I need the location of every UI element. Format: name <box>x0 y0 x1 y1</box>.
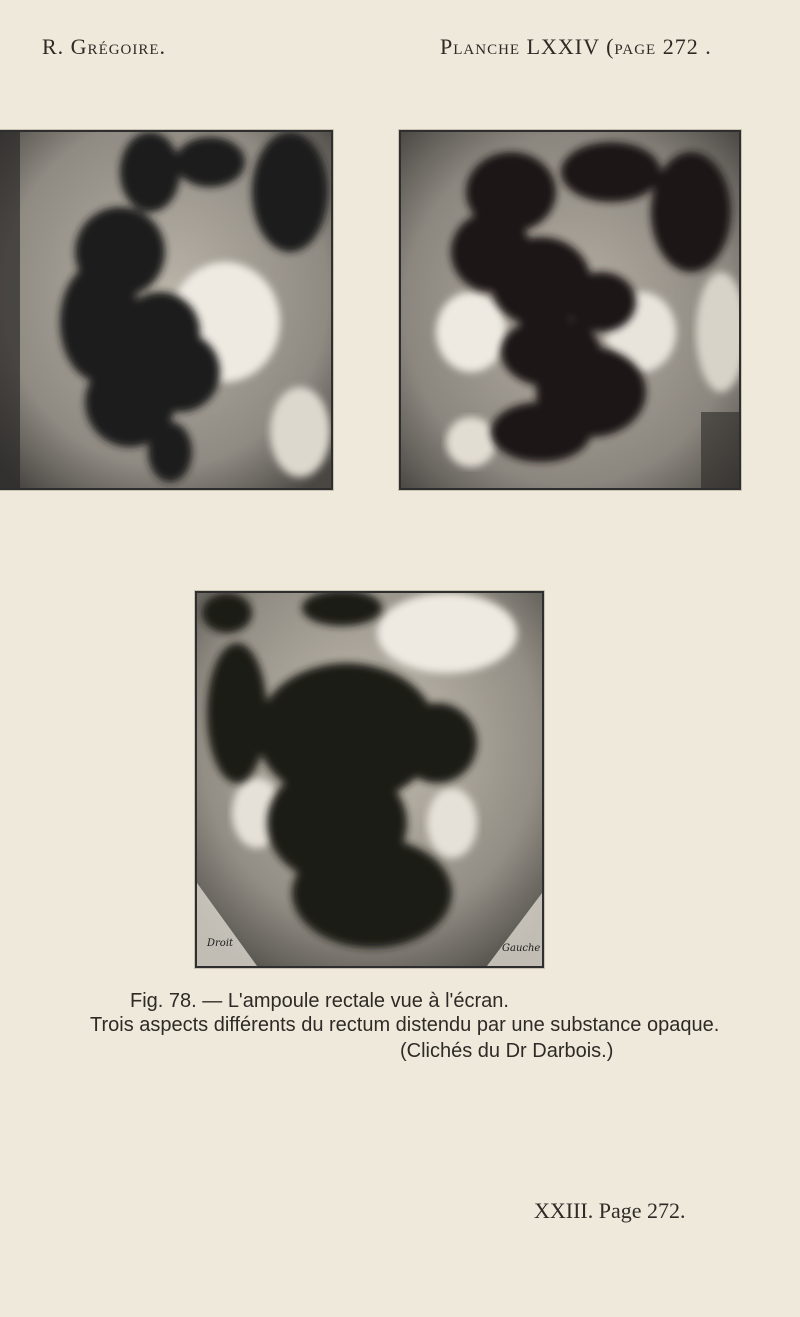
figure-caption-credit: (Clichés du Dr Darbois.) <box>400 1040 614 1062</box>
header-author: R. Grégoire. <box>42 34 167 59</box>
figure-caption-description: Trois aspects différents du rectum distendu par une substance opaque. <box>90 1014 720 1036</box>
figure-caption-title: Fig. 78. — L'ampoule rectale vue à l'écran. <box>130 990 509 1012</box>
radiograph-image-2 <box>401 132 739 488</box>
radiograph-plate-1 <box>0 130 333 490</box>
page-footer: XXIII. Page 272. <box>534 1198 686 1223</box>
plate-note-left: Droit <box>207 938 234 949</box>
radiograph-plate-3 <box>195 591 544 968</box>
radiograph-image-1 <box>0 132 331 488</box>
header-plate-number: Planche LXXIV (page 272 . <box>440 34 712 59</box>
radiograph-image-3 <box>197 593 542 966</box>
plate-note-right: Gauche <box>502 943 541 954</box>
radiograph-plate-2 <box>399 130 741 490</box>
